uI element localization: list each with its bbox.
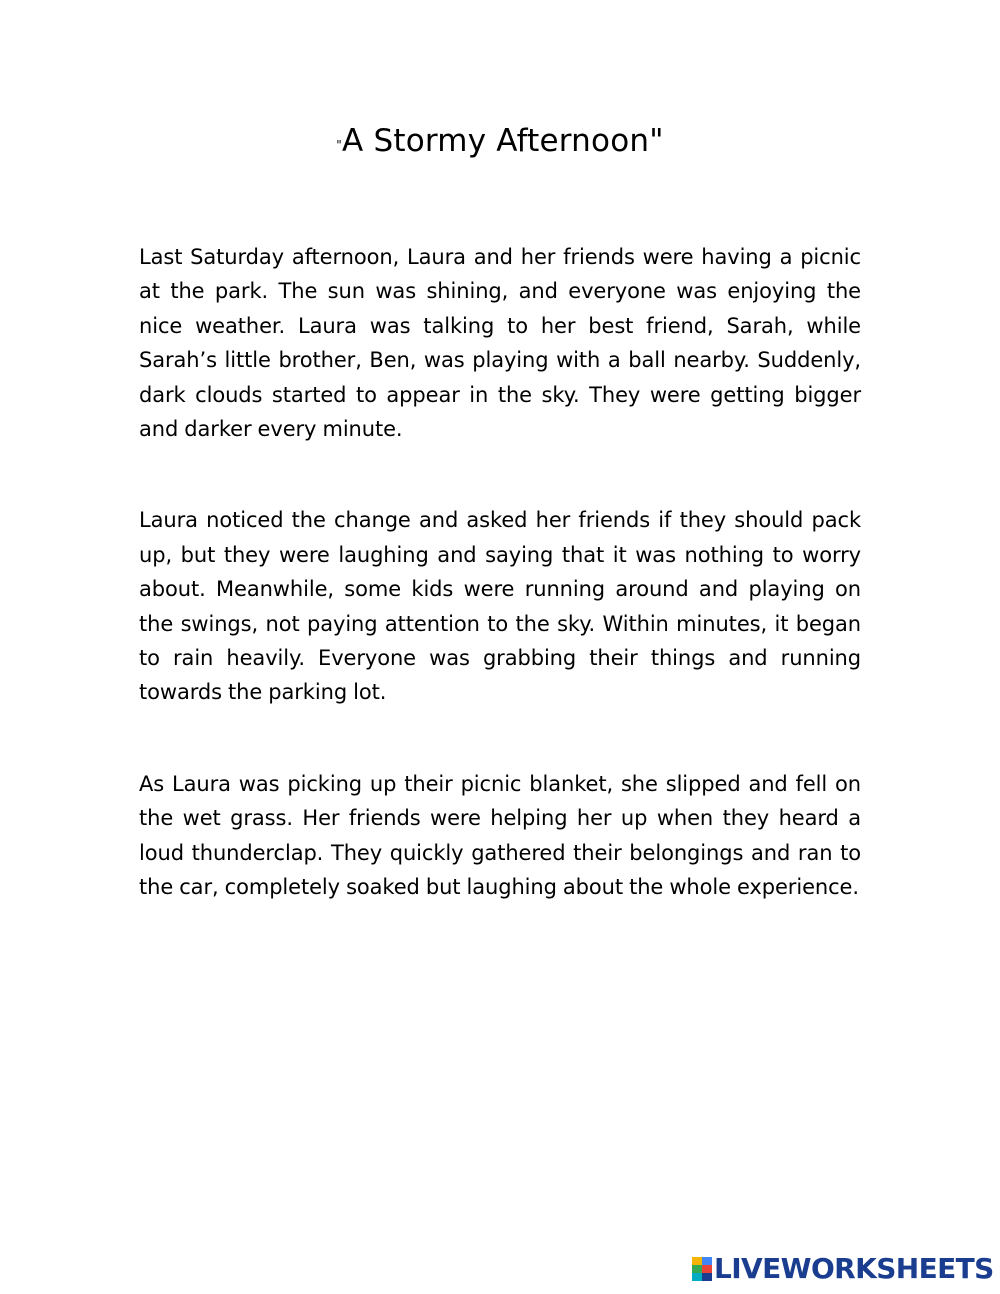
- liveworksheets-logo: [692, 1252, 994, 1286]
- liveworksheets-logo-icon: [692, 1257, 712, 1281]
- logo-mark-cell: [692, 1257, 702, 1265]
- logo-wordmark: LIVEWORKSHEETS: [714, 1252, 994, 1285]
- logo-mark-cell: [702, 1273, 712, 1281]
- logo-mark-cell: [692, 1273, 702, 1281]
- document-title: [0, 118, 1000, 164]
- title-open-quote: ": [336, 138, 343, 152]
- story-paragraph: Laura noticed the change and asked her friends if they should pack up, but they were laughing and saying that it was nothing to worry about. Meanwhile, some kids were running around and playing on the swings, not paying attention to the sky. Within minutes, it began to rain heavily. Everyone was grabbing their things and running towards the parking lot.: [139, 508, 861, 705]
- story-body: [139, 240, 861, 905]
- story-paragraph: Last Saturday afternoon, Laura and her friends were having a picnic at the park. The sun was shining, and everyone was enjoying the nice weather. Laura was talking to her best friend, Sarah, while Sarah’s little brother, Ben, was playing with a ball nearby. Suddenly, dark clouds started to appear in the sky. They were getting bigger and darker every minute.: [139, 245, 861, 442]
- story-paragraph: As Laura was picking up their picnic blanket, she slipped and fell on the wet grass. Her friends were helping her up when they heard a loud thunderclap. They quickly gathered their belongings and ran to the car, completely soaked but laughing about the whole experience.: [139, 771, 861, 900]
- logo-mark-cell: [702, 1257, 712, 1265]
- logo-mark-cell: [702, 1265, 712, 1273]
- title-text: A Stormy Afternoon": [342, 123, 664, 159]
- logo-mark-cell: [692, 1265, 702, 1273]
